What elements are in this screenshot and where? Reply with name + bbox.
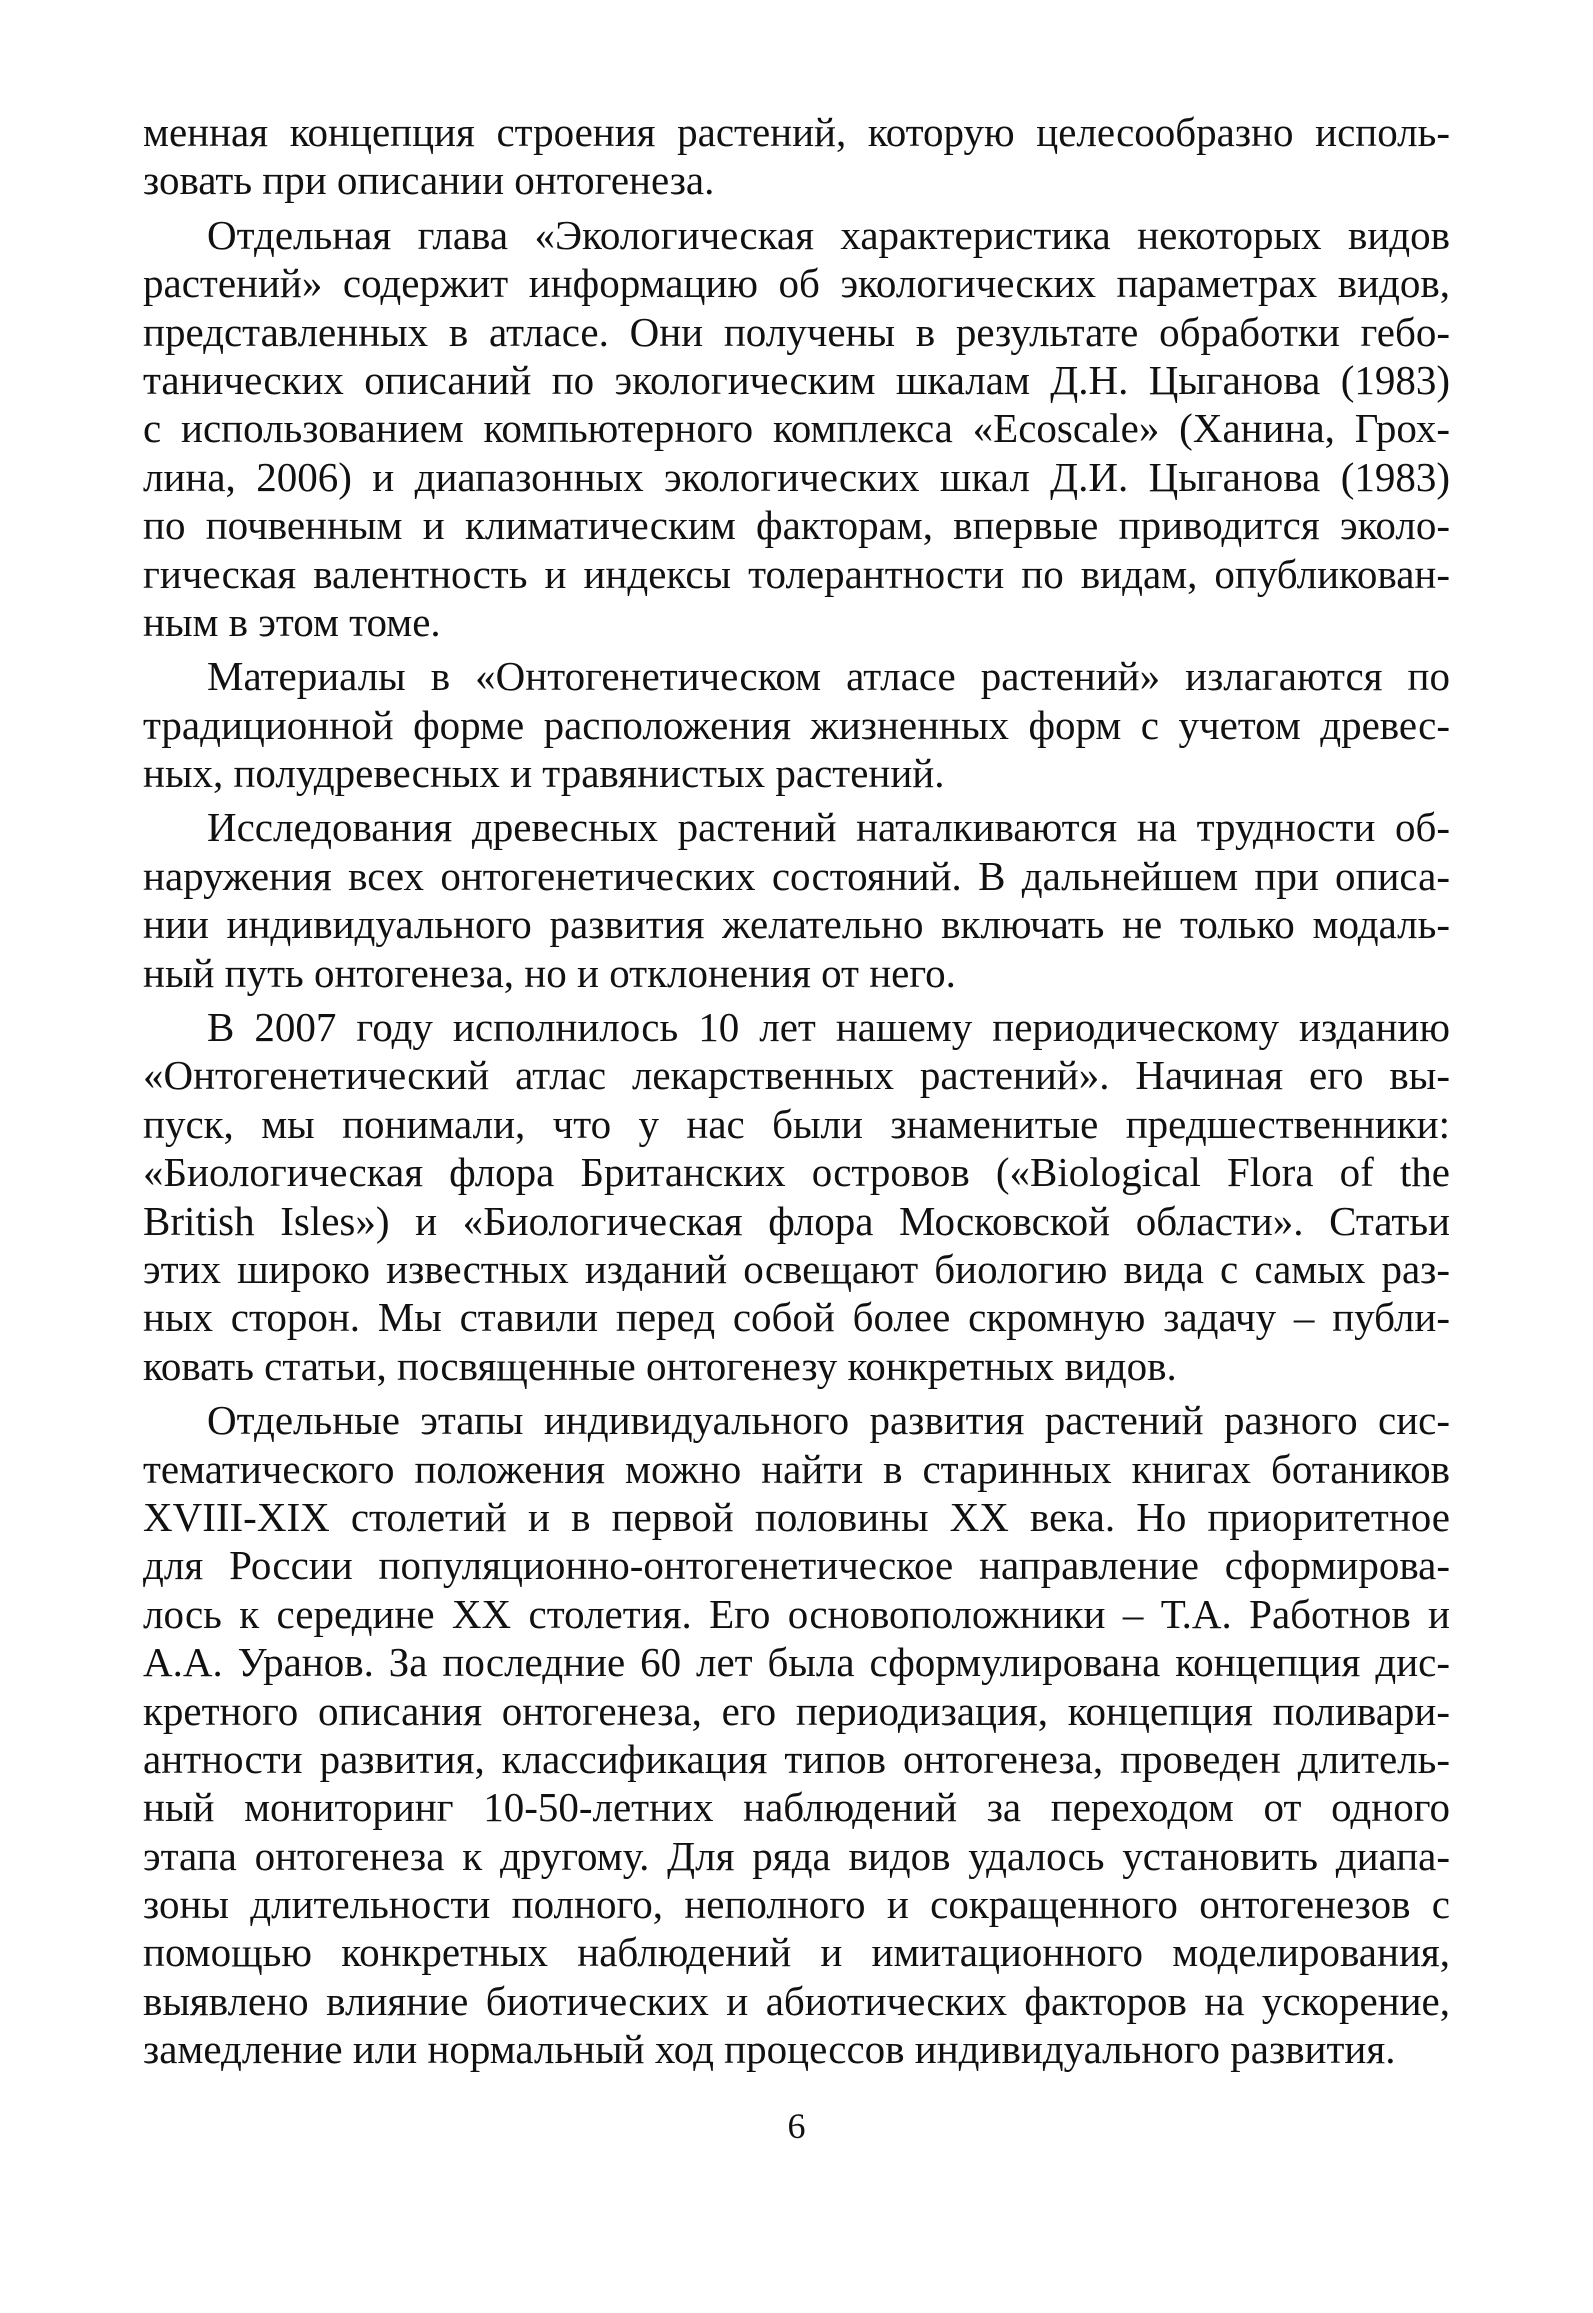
paragraph — [143, 1003, 1450, 1390]
text-line: British Isles») и «Биологическая флора Московской области». Статьи — [143, 1197, 1450, 1244]
text-line: тематического положения можно найти в старинных книгах ботаников — [143, 1445, 1450, 1492]
paragraph — [143, 211, 1450, 647]
text-line: традиционной форме расположения жизненных форм с учетом древес- — [143, 701, 1450, 748]
paragraph — [143, 803, 1450, 997]
text-line: этапа онтогенеза к другому. Для ряда видов удалось установить диапа- — [143, 1832, 1450, 1879]
text-line: Исследования древесных растений наталкиваются на трудности об- — [207, 804, 1450, 851]
text-line: лина, 2006) и диапазонных экологических шкал Д.И. Цыганова (1983) — [143, 453, 1450, 500]
text-line: представленных в атласе. Они получены в результате обработки гебо- — [143, 308, 1450, 355]
text-line: наружения всех онтогенетических состояний. В дальнейшем при описа- — [143, 852, 1450, 899]
text-line: кретного описания онтогенеза, его периодизация, концепция поливари- — [143, 1687, 1450, 1734]
text-line: ным в этом томе. — [143, 598, 441, 645]
text-line: ный путь онтогенеза, но и отклонения от него. — [143, 949, 956, 996]
paragraph — [143, 108, 1450, 205]
text-line: лось к середине XX столетия. Его основоположники – Т.А. Работнов и — [143, 1590, 1450, 1637]
text-line: антности развития, классификация типов онтогенеза, проведен длитель- — [143, 1735, 1450, 1782]
text-line: этих широко известных изданий освещают биологию вида с самых раз- — [143, 1245, 1450, 1292]
text-line: В 2007 году исполнилось 10 лет нашему периодическому изданию — [207, 1004, 1450, 1051]
page-body — [143, 108, 1450, 2074]
text-line: танических описаний по экологическим шкалам Д.Н. Цыганова (1983) — [143, 356, 1450, 403]
text-line: по почвенным и климатическим факторам, впервые приводится эколо- — [143, 502, 1450, 549]
paragraph — [143, 652, 1450, 797]
text-line: гическая валентность и индексы толерантности по видам, опубликован- — [143, 550, 1450, 597]
text-line: ных сторон. Мы ставили перед собой более скромную задачу – публи- — [143, 1294, 1450, 1341]
text-line: растений» содержит информацию об экологических параметрах видов, — [143, 260, 1450, 307]
text-line: пуск, мы понимали, что у нас были знаменитые предшественники: — [143, 1100, 1450, 1147]
text-line: «Онтогенетический атлас лекарственных растений». Начиная его вы- — [143, 1052, 1450, 1099]
text-line: помощью конкретных наблюдений и имитационного моделирования, — [143, 1929, 1450, 1976]
text-line: «Биологическая флора Британских островов («Biological Flora of the — [143, 1149, 1450, 1196]
text-line: с использованием компьютерного комплекса «Ecoscale» (Ханина, Грох- — [143, 405, 1450, 452]
text-line: ковать статьи, посвященные онтогенезу конкретных видов. — [143, 1342, 1177, 1389]
text-line: XVIII-XIX столетий и в первой половины XX века. Но приоритетное — [143, 1493, 1450, 1540]
text-line: зоны длительности полного, неполного и сокращенного онтогенезов с — [143, 1881, 1450, 1928]
text-line: замедление или нормальный ход процессов индивидуального развития. — [143, 2026, 1396, 2073]
text-line: ный мониторинг 10-50-летних наблюдений за переходом от одного — [143, 1784, 1450, 1831]
text-line: для России популяционно-онтогенетическое направление сформирова- — [143, 1542, 1450, 1589]
text-line: Отдельная глава «Экологическая характеристика некоторых видов — [207, 211, 1450, 258]
text-line: зовать при описании онтогенеза. — [143, 157, 715, 204]
text-line: менная концепция строения растений, которую целесообразно исполь- — [143, 109, 1450, 155]
text-line: ных, полудревесных и травянистых растений. — [143, 750, 945, 797]
text-line: Отдельные этапы индивидуального развития растений разного сис- — [207, 1397, 1450, 1444]
text-line: выявлено влияние биотических и абиотических факторов на ускорение, — [143, 1977, 1450, 2024]
text-line: Материалы в «Онтогенетическом атласе растений» излагаются по — [207, 653, 1450, 700]
paragraph — [143, 1396, 1450, 2073]
page-number: 6 — [787, 2106, 806, 2146]
text-line: А.А. Уранов. За последние 60 лет была сформулирована концепция дис- — [143, 1639, 1450, 1686]
text-line: нии индивидуального развития желательно включать не только модаль- — [143, 901, 1450, 948]
